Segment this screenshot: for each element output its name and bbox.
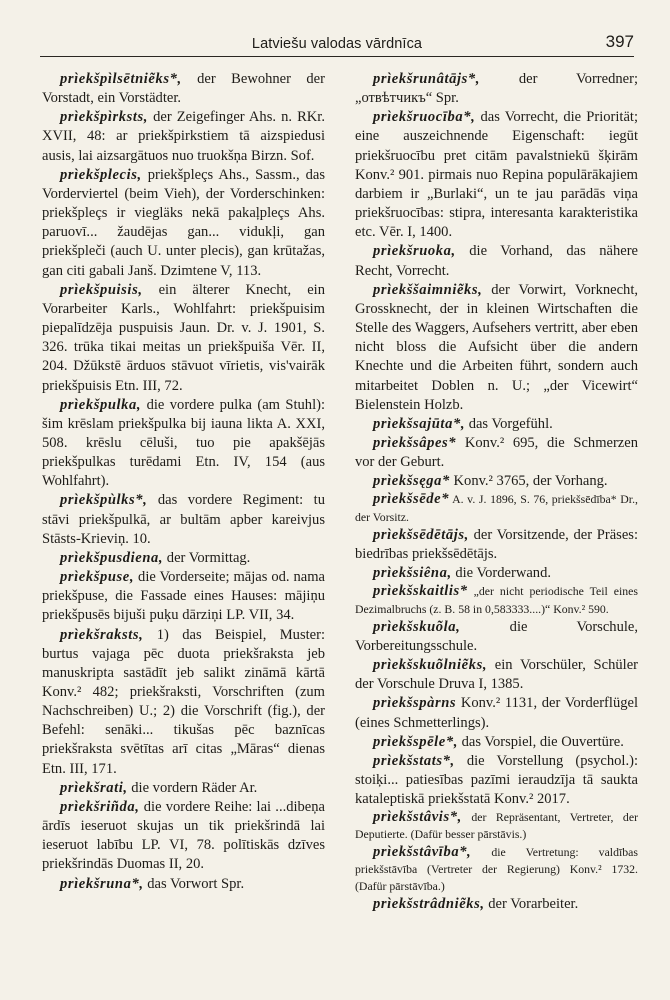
- entry-headword: prìekšspēle*,: [373, 733, 458, 750]
- entry-definition: der Vormittag.: [163, 549, 251, 566]
- entry-definition: A. v. J. 1896, S. 76, priekšsēdība* Dr., der Vorsitz.: [355, 492, 638, 524]
- left-column: [42, 70, 325, 894]
- entry-headword: prìekšskaitlis*: [373, 583, 468, 600]
- entry-definition: die vordere Reihe: lai ...dibeņa ārdīs ieseruot skujas un tik priekšrindā lai ieseruot labību LP. VI, 78. polītiskās dzīves priekšrindās Duomas II, 20.: [42, 798, 325, 873]
- dictionary-entry: [42, 626, 325, 779]
- dictionary-entry: [355, 618, 638, 656]
- dictionary-entry: [355, 895, 638, 914]
- dictionary-entry: [355, 752, 638, 809]
- dictionary-entry: [42, 798, 325, 875]
- dictionary-entry: [355, 434, 638, 472]
- dictionary-entry: [42, 491, 325, 548]
- entry-definition: ein Vorschüler, Schüler der Vorschule Druva I, 1385.: [355, 657, 638, 693]
- entry-headword: prìekšpusdiena,: [60, 549, 164, 566]
- entry-definition: der Bewohner der Vorstadt, ein Vorstädter.: [42, 71, 325, 107]
- entry-definition: die Vorhand, das nähere Recht, Vorrecht.: [355, 243, 638, 279]
- dictionary-entry: [355, 809, 638, 843]
- entry-definition: der Zeigefinger Ahs. n. RKr. XVII, 48: ar priekšpirkstiem tā aizspiedusi ausis, lai aizsargātuos nuo truokšņa Birzn. Sof.: [42, 109, 325, 164]
- entry-definition: Konv.² 695, die Schmerzen vor der Geburt.: [355, 434, 638, 471]
- dictionary-entry: [355, 242, 638, 280]
- entry-definition: das Vorspiel, die Ouvertüre.: [457, 733, 624, 750]
- entry-headword: prìekšraksts,: [60, 626, 144, 643]
- page-header: [40, 28, 634, 57]
- entry-headword: prìekšpùlks*,: [60, 492, 148, 509]
- entry-definition: die vordern Räder Ar.: [127, 779, 258, 796]
- entry-headword: prìekšsęga*: [373, 473, 450, 490]
- entry-headword: prìekšstats*,: [373, 752, 455, 769]
- entry-headword: prìekšsēdētājs,: [373, 526, 469, 543]
- dictionary-entry: [42, 396, 325, 492]
- entry-definition: die Vorstellung (psychol.): stoiķi... patiesības pazīmi ieraudzīja tā saukta kataleptiskā priekšstatā Konv.² 2017.: [355, 752, 638, 808]
- entry-headword: prìekšsajūta*,: [373, 415, 466, 432]
- dictionary-entry: [355, 108, 638, 242]
- entry-headword: prìekšskuõla,: [373, 618, 461, 635]
- dictionary-entry: [355, 583, 638, 617]
- entry-headword: prìekšrunâtājs*,: [373, 71, 481, 87]
- entry-definition: 1) das Beispiel, Muster: burtus vajaga pēc duota priekšraksta jeb manuskripta sastādīt jeb salikt zināmā kārtā Konv.² 482; priekšraksti, Vorschriften (zum Nachschreiben) U.; 2) die Vorschrift (fig.), der Befehl: senāki... tikušas pēc baznīcas priekšraksta svētītas arī citas „Māras“ dienas Etn. III, 171.: [42, 626, 325, 777]
- entry-definition: die Vorschule, Vorbereitungsschule.: [355, 618, 638, 654]
- dictionary-entry: [42, 70, 325, 108]
- entry-headword: prìekšpìlsētniẽks*,: [60, 71, 182, 87]
- dictionary-entry: [355, 844, 638, 896]
- entry-headword: prìekšskuõlniẽks,: [373, 657, 488, 674]
- dictionary-entry: [355, 491, 638, 525]
- entry-definition: der Vorsitzende, der Präses: biedrības priekšsēdētājs.: [355, 526, 638, 562]
- entry-definition: „der nicht periodische Teil eines Dezimalbruchs (z. B. 58 in 0,583333....)“ Konv.² 590.: [355, 584, 638, 616]
- dictionary-entry: [42, 166, 325, 281]
- entry-definition: die vordere pulka (am Stuhl): šim krēslam priekšpulka bij iauna likta A. XXI, 508. krēslu cēluši, tuo pie apakšējās priekšpulkas turēdami Etn. IV, 154 (aus Wohlfahrt).: [42, 396, 325, 490]
- entry-headword: prìekšrati,: [60, 779, 128, 796]
- entry-headword: prìekšruocība*,: [373, 109, 476, 126]
- running-title: Latviešu valodas vārdnīca: [251, 36, 423, 52]
- entry-headword: prìekšsēde*: [373, 491, 450, 508]
- entry-headword: prìekšplecis,: [60, 166, 142, 183]
- dictionary-entry: [42, 568, 325, 625]
- dictionary-entry: [355, 564, 638, 583]
- entry-headword: prìekšriñda,: [60, 798, 140, 815]
- dictionary-entry: [355, 656, 638, 694]
- dictionary-entry: [42, 108, 325, 165]
- dictionary-entry: [355, 281, 638, 415]
- entry-headword: prìekšstâvība*,: [373, 843, 472, 860]
- entry-definition: Konv.² 3765, der Vorhang.: [449, 473, 608, 490]
- dictionary-entry: [355, 694, 638, 732]
- entry-definition: priekšpleçs Ahs., Sassm., das Vorderviertel (beim Vieh), der Vorderschinken: priekšpleçs ir viegläks nekā pakaļpleçs Ahs. paruovī... žaudējas gan... vidukļi, gan priekšpleči (auch U. unter plecis), gan krūtažas, gan citi gabali Janš. Dzimtene V, 113.: [42, 166, 325, 279]
- entry-definition: die Vorderwand.: [451, 565, 551, 582]
- entry-headword: prìekššaimniẽks,: [373, 281, 483, 298]
- entry-headword: prìekšpìrksts,: [60, 109, 149, 126]
- dictionary-entry: [42, 281, 325, 396]
- entry-headword: prìekšpuse,: [60, 569, 135, 586]
- entry-definition: die Vorderseite; mājas od. nama priekšpuse, die Fassade eines Hauses: mājiņu priekšpusēs bijuši puķu dārziņi LP. VII, 34.: [42, 569, 325, 624]
- dictionary-entry: [355, 70, 638, 108]
- entry-headword: prìekšstrâdniẽks,: [373, 896, 485, 913]
- entry-definition: das Vorrecht, die Priorität; eine auszeichnende Eigenschaft: iegūt priekšruocību pret citām pavalstniekū šķirām Konv.² 901. pirmais nuo Repina populārākajiem darbiem ir „Burlaki“, un te jau parādās viņa priekšruocības: stipra, interesanta karakteristika etc. Vēr. I, 1400.: [355, 109, 638, 241]
- dictionary-entry: [355, 415, 638, 434]
- dictionary-entry: [355, 472, 638, 491]
- dictionary-entry: [355, 733, 638, 752]
- entry-definition: der Vorwirt, Vorknecht, Grossknecht, der in kleinen Wirtschaften die Stelle des Waggers, Aufsehers vertritt, aber eben nicht bloss die Aufsicht über die andern Knechte und die Arbeiten führt, sondern auch mitarbeitet Doblen n. U.; „der Vicewirt“ Bielenstein Holzb.: [355, 281, 638, 413]
- dictionary-entry: [42, 779, 325, 798]
- entry-definition: das Vorgefühl.: [465, 415, 553, 432]
- dictionary-entry: [42, 875, 325, 894]
- entry-headword: prìekšsiêna,: [373, 565, 452, 582]
- entry-definition: der Vorredner; „отвѣтчикъ“ Spr.: [355, 71, 638, 107]
- entry-headword: prìekšspàrns: [373, 695, 457, 712]
- entry-definition: das vordere Regiment: tu stāvi priekšpulkā, ar bultām apber kareivjus Stāsts-Krieviņ. 10.: [42, 492, 325, 547]
- entry-definition: Konv.² 1131, der Vorderflügel (eines Schmetterlings).: [355, 695, 638, 731]
- entry-definition: ein älterer Knecht, ein Vorarbeiter Karls., Wohlfahrt: priekšpuisim piepalīdzēja puspuisis Jaun. Dr. v. J. 1901, S. 326. trūka tikai meitas un priekšpuiša Vēr. II, 204. Džūkstē ārduos stāvuot vīrietis, vis'vairāk priekšpuisis Etn. III, 72.: [42, 281, 325, 394]
- entry-headword: prìekšsâpes*: [373, 434, 457, 451]
- right-column: [355, 70, 638, 914]
- entry-headword: prìekšruoka,: [373, 243, 456, 260]
- entry-definition: der Repräsentant, Vertreter, der Deputierte. (Dafür besser pārstāvis.): [355, 810, 638, 842]
- dictionary-entry: [42, 549, 325, 568]
- entry-headword: prìekšpulka,: [60, 396, 142, 413]
- dictionary-entry: [355, 526, 638, 564]
- entry-headword: prìekšstâvis*,: [373, 809, 462, 826]
- entry-definition: der Vorarbeiter.: [484, 896, 579, 913]
- entry-headword: prìekšpuisis,: [60, 281, 143, 298]
- entry-headword: prìekšruna*,: [60, 875, 144, 892]
- entry-definition: die Vertretung: valdības priekšstāvība (Vertreter der Regierung) Konv.² 1732. (Dafür pārstāvība.): [355, 844, 638, 894]
- entry-definition: das Vorwort Spr.: [143, 875, 245, 892]
- page-number: 397: [605, 32, 634, 51]
